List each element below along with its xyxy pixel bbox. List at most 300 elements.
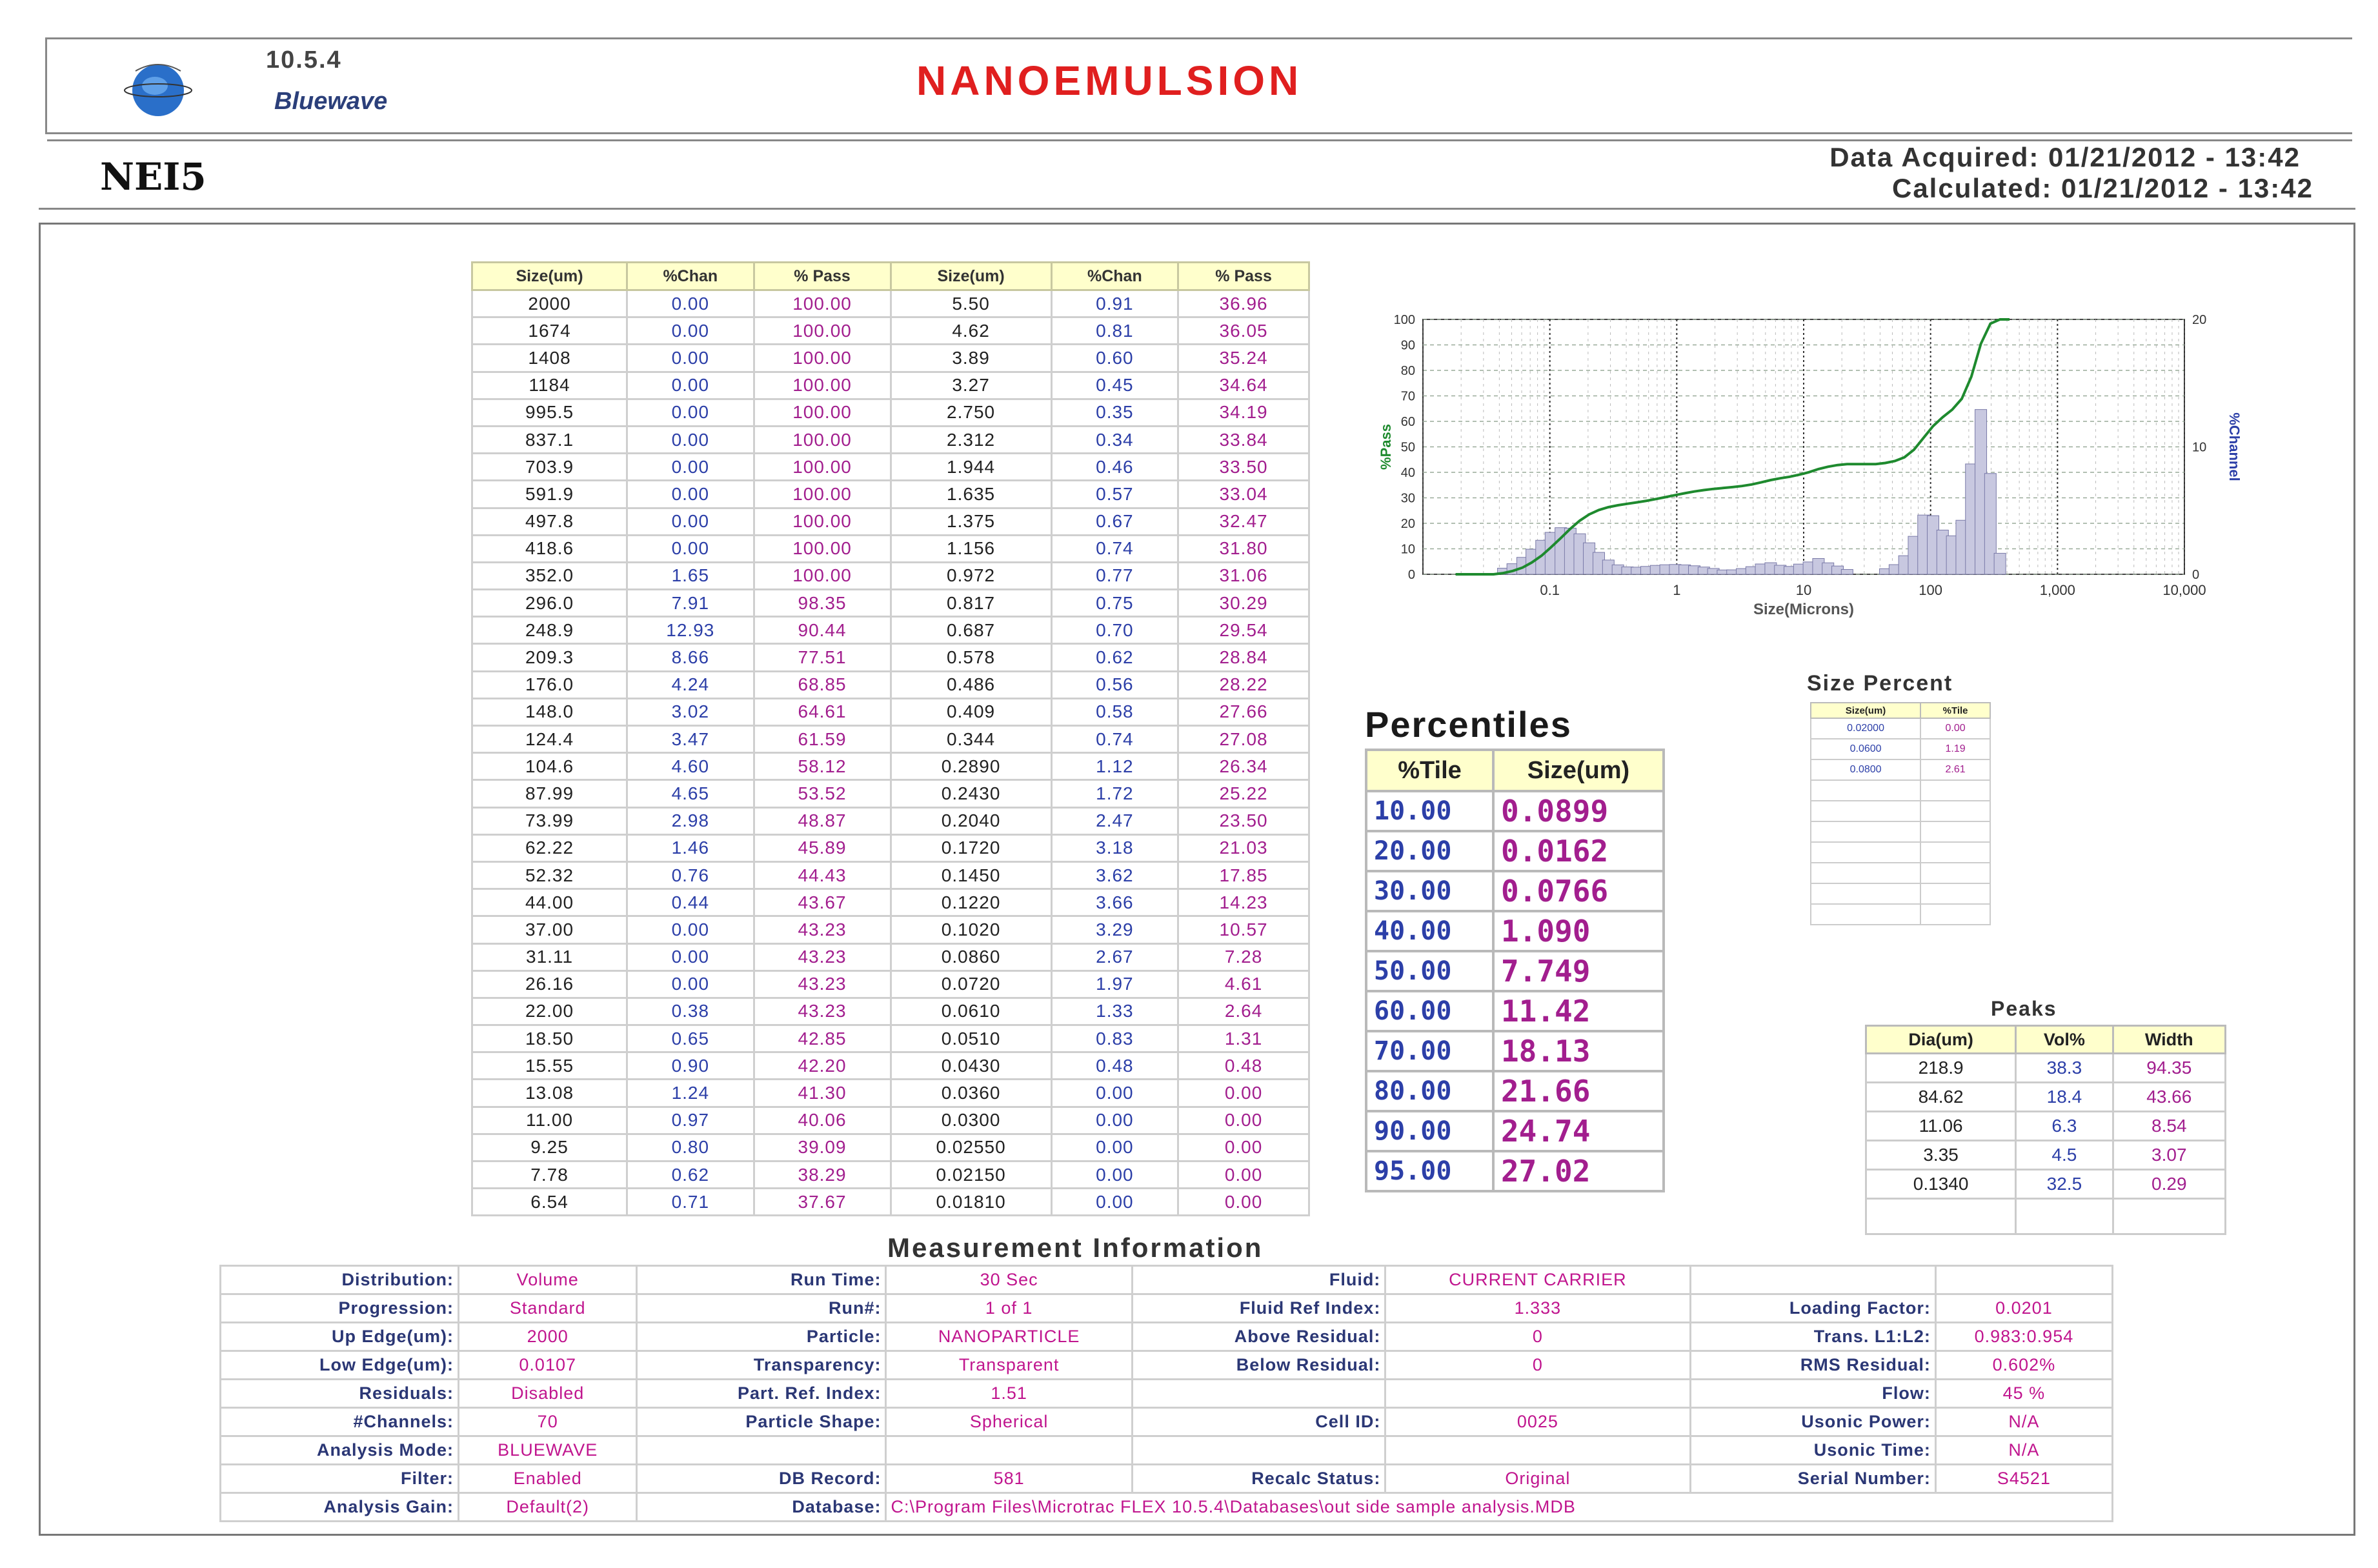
peak-cell-empty (2016, 1199, 2113, 1234)
size-percent-tile (1920, 821, 1990, 842)
size-table-cell: 5.50 (891, 290, 1051, 317)
size-table-cell: 0.00 (1178, 1080, 1309, 1107)
size-table-header-cell: %Chan (1051, 263, 1178, 290)
measurement-value: 0 (1385, 1323, 1690, 1351)
table-row (472, 345, 1309, 372)
measurement-label: Up Edge(um): (221, 1323, 459, 1351)
size-table-cell: 28.22 (1178, 671, 1309, 698)
percentile-row (1366, 1151, 1664, 1191)
measurement-value: N/A (1935, 1436, 2112, 1465)
measurement-label: Filter: (221, 1465, 459, 1493)
size-table-cell: 1.12 (1051, 753, 1178, 780)
peak-cell-empty (1866, 1199, 2016, 1234)
measurement-label: Loading Factor: (1690, 1294, 1935, 1323)
size-table-cell: 703.9 (472, 454, 627, 481)
size-table-cell: 43.23 (754, 943, 891, 970)
table-row (472, 671, 1309, 698)
table-row (472, 481, 1309, 508)
percentile-row (1366, 991, 1664, 1031)
size-table-cell: 4.24 (627, 671, 754, 698)
measurement-value: 0.602% (1935, 1351, 2112, 1380)
size-table-cell: 32.47 (1178, 508, 1309, 535)
percentile-tile: 50.00 (1366, 951, 1493, 991)
y-tick-label: 10 (1400, 542, 1415, 557)
size-table-cell: 0.01810 (891, 1189, 1051, 1216)
size-table-cell: 1.375 (891, 508, 1051, 535)
database-label: Database: (637, 1493, 886, 1522)
x-tick-label: 1 (1673, 582, 1681, 598)
size-table-cell: 4.60 (627, 753, 754, 780)
size-percent-table (1810, 702, 1991, 925)
peak-cell: 8.54 (2113, 1112, 2225, 1141)
size-table-cell: 44.43 (754, 861, 891, 889)
table-row (472, 399, 1309, 426)
size-table-cell: 37.00 (472, 916, 627, 943)
measurement-value: N/A (1935, 1408, 2112, 1436)
measurement-label: Usonic Time: (1690, 1436, 1935, 1465)
y-tick-label: 40 (1400, 466, 1415, 480)
measurement-value: 45 % (1935, 1380, 2112, 1408)
size-table-cell: 68.85 (754, 671, 891, 698)
size-table-cell: 0.48 (1178, 1052, 1309, 1080)
size-table-cell: 0.00 (1051, 1161, 1178, 1189)
size-table-cell: 0.56 (1051, 671, 1178, 698)
percentile-tile: 90.00 (1366, 1111, 1493, 1151)
size-table-cell: 0.97 (627, 1107, 754, 1134)
size-table-cell: 1.33 (1051, 998, 1178, 1025)
size-table-cell: 100.00 (754, 562, 891, 589)
globe-logo-icon (123, 55, 194, 126)
size-table-cell: 26.16 (472, 970, 627, 998)
database-path: C:\Program Files\Microtrac FLEX 10.5.4\Databases\out side sample analysis.MDB (886, 1493, 2113, 1522)
size-table-cell: 61.59 (754, 726, 891, 753)
measurement-label: DB Record: (637, 1465, 886, 1493)
size-table-cell: 0.75 (1051, 590, 1178, 617)
measurement-row (221, 1380, 2113, 1408)
size-table-cell: 22.00 (472, 998, 627, 1025)
size-table-cell: 90.44 (754, 617, 891, 644)
table-row (472, 426, 1309, 453)
y2-tick-label: 10 (2192, 440, 2207, 455)
percentiles-table (1365, 749, 1665, 1192)
size-table-cell: 43.23 (754, 916, 891, 943)
size-table-cell: 43.67 (754, 889, 891, 916)
size-table-cell: 25.22 (1178, 780, 1309, 807)
table-row (472, 1189, 1309, 1216)
size-table-cell: 0.00 (627, 454, 754, 481)
size-percent-tile (1920, 801, 1990, 821)
size-percent-size (1811, 780, 1920, 801)
size-table-header-cell: % Pass (754, 263, 891, 290)
size-table-cell: 0.687 (891, 617, 1051, 644)
size-table-header-cell: %Chan (627, 263, 754, 290)
table-row (472, 317, 1309, 345)
percentile-tile: 70.00 (1366, 1031, 1493, 1071)
y-tick-label: 80 (1400, 364, 1415, 378)
measurement-value: Enabled (459, 1465, 637, 1493)
percentiles-header-tile: %Tile (1366, 750, 1493, 791)
measurement-label: RMS Residual: (1690, 1351, 1935, 1380)
x-tick-label: 100 (1919, 582, 1943, 598)
size-percent-tile: 0.00 (1920, 718, 1990, 739)
size-table-cell: 31.80 (1178, 535, 1309, 562)
size-table-cell: 0.00 (627, 508, 754, 535)
table-row (472, 889, 1309, 916)
size-table-cell: 0.00 (1178, 1161, 1309, 1189)
size-table-cell: 73.99 (472, 807, 627, 834)
measurement-value: Standard (459, 1294, 637, 1323)
size-table-cell: 124.4 (472, 726, 627, 753)
size-table-cell: 0.1020 (891, 916, 1051, 943)
size-table-cell: 42.20 (754, 1052, 891, 1080)
size-table-cell: 837.1 (472, 426, 627, 453)
size-table-cell: 15.55 (472, 1052, 627, 1080)
size-table-cell: 0.00 (627, 481, 754, 508)
size-table-cell: 100.00 (754, 535, 891, 562)
size-table-cell: 7.78 (472, 1161, 627, 1189)
size-table-cell: 52.32 (472, 861, 627, 889)
size-table-cell: 37.67 (754, 1189, 891, 1216)
measurement-label: Recalc Status: (1132, 1465, 1385, 1493)
measurement-row (221, 1493, 2113, 1522)
size-table-cell: 17.85 (1178, 861, 1309, 889)
size-table-cell: 0.0510 (891, 1025, 1051, 1052)
size-table-cell: 0.02150 (891, 1161, 1051, 1189)
size-percent-row (1811, 801, 1990, 821)
measurement-row (221, 1323, 2113, 1351)
measurement-label: Above Residual: (1132, 1323, 1385, 1351)
size-table-cell: 995.5 (472, 399, 627, 426)
size-table-cell: 0.83 (1051, 1025, 1178, 1052)
table-row (472, 508, 1309, 535)
percentile-tile: 10.00 (1366, 791, 1493, 831)
size-table-cell: 30.29 (1178, 590, 1309, 617)
analysis-gain-value: Default(2) (459, 1493, 637, 1522)
size-table-cell: 0.38 (627, 998, 754, 1025)
peak-row (1866, 1054, 2226, 1083)
size-table-cell: 10.57 (1178, 916, 1309, 943)
size-table-cell: 3.18 (1051, 834, 1178, 861)
measurement-label: Transparency: (637, 1351, 886, 1380)
size-table-cell: 43.23 (754, 970, 891, 998)
size-table-cell: 27.66 (1178, 698, 1309, 725)
peak-cell: 94.35 (2113, 1054, 2225, 1083)
peak-row (1866, 1112, 2226, 1141)
peak-cell: 6.3 (2016, 1112, 2113, 1141)
size-table-cell: 0.00 (627, 943, 754, 970)
size-table-cell: 42.85 (754, 1025, 891, 1052)
size-table-cell: 3.89 (891, 345, 1051, 372)
table-row (472, 1161, 1309, 1189)
size-percent-row (1811, 780, 1990, 801)
size-table-cell: 0.00 (627, 290, 754, 317)
size-table-cell: 0.62 (627, 1161, 754, 1189)
measurement-value: 0.983:0.954 (1935, 1323, 2112, 1351)
measurement-label: Usonic Power: (1690, 1408, 1935, 1436)
channel-bar (1841, 569, 1853, 574)
size-table-cell: 0.46 (1051, 454, 1178, 481)
size-percent-row (1811, 842, 1990, 863)
measurement-value: 581 (886, 1465, 1132, 1493)
peak-cell: 38.3 (2016, 1054, 2113, 1083)
size-table-cell: 44.00 (472, 889, 627, 916)
size-table-cell: 176.0 (472, 671, 627, 698)
size-table-cell: 148.0 (472, 698, 627, 725)
percentile-tile: 20.00 (1366, 831, 1493, 871)
peaks-table (1865, 1025, 2226, 1235)
software-version: 10.5.4 (266, 46, 342, 74)
percentile-size: 11.42 (1493, 991, 1664, 1031)
y-axis-label: %Pass (1378, 424, 1394, 470)
size-table-cell: 0.2430 (891, 780, 1051, 807)
size-table-cell: 58.12 (754, 753, 891, 780)
size-percent-header-tile: %Tile (1920, 703, 1990, 718)
measurement-label (1132, 1380, 1385, 1408)
measurement-label: Particle Shape: (637, 1408, 886, 1436)
y-tick-label: 70 (1400, 389, 1415, 404)
data-acquired: Data Acquired: 01/21/2012 - 13:42 (1829, 142, 2301, 172)
measurement-info-title: Measurement Information (887, 1232, 1264, 1263)
size-table-cell: 352.0 (472, 562, 627, 589)
measurement-value (1935, 1266, 2112, 1294)
size-table-cell: 0.44 (627, 889, 754, 916)
size-table-cell: 43.23 (754, 998, 891, 1025)
size-table-cell: 53.52 (754, 780, 891, 807)
y-tick-label: 50 (1400, 440, 1415, 455)
peak-cell: 84.62 (1866, 1083, 2016, 1112)
sample-id: NEI5 (100, 155, 207, 199)
percentile-row (1366, 1111, 1664, 1151)
size-table-cell: 100.00 (754, 481, 891, 508)
size-percent-row (1811, 863, 1990, 883)
size-table-cell: 0.2040 (891, 807, 1051, 834)
size-table-cell: 45.89 (754, 834, 891, 861)
measurement-value (1385, 1380, 1690, 1408)
peak-row-empty (1866, 1199, 2226, 1234)
channel-bar (1994, 553, 2006, 574)
peak-cell: 32.5 (2016, 1170, 2113, 1199)
percentile-row (1366, 1031, 1664, 1071)
size-table-cell: 100.00 (754, 508, 891, 535)
table-row (472, 454, 1309, 481)
percentile-size: 0.0162 (1493, 831, 1664, 871)
size-table-cell: 418.6 (472, 535, 627, 562)
measurement-label: Run Time: (637, 1266, 886, 1294)
size-table-cell: 98.35 (754, 590, 891, 617)
measurement-value: 0 (1385, 1351, 1690, 1380)
size-table-cell: 33.04 (1178, 481, 1309, 508)
size-table-cell: 64.61 (754, 698, 891, 725)
size-table-cell: 0.91 (1051, 290, 1178, 317)
size-percent-tile: 2.61 (1920, 759, 1990, 780)
size-table-cell: 34.19 (1178, 399, 1309, 426)
table-row (472, 290, 1309, 317)
measurement-label: Progression: (221, 1294, 459, 1323)
size-table-cell: 3.02 (627, 698, 754, 725)
distribution-chart (1368, 303, 2317, 639)
table-row (472, 861, 1309, 889)
percentile-size: 1.090 (1493, 911, 1664, 951)
size-table-cell: 0.00 (627, 345, 754, 372)
measurement-row (221, 1351, 2113, 1380)
size-table-cell: 7.91 (627, 590, 754, 617)
measurement-value: Original (1385, 1465, 1690, 1493)
size-table-cell: 2.750 (891, 399, 1051, 426)
size-table-cell: 0.67 (1051, 508, 1178, 535)
size-table-cell: 497.8 (472, 508, 627, 535)
size-table-cell: 100.00 (754, 454, 891, 481)
size-table-cell: 2.98 (627, 807, 754, 834)
measurement-value: 1.333 (1385, 1294, 1690, 1323)
size-table-cell: 26.34 (1178, 753, 1309, 780)
size-table-body (472, 290, 1309, 1216)
size-table-cell: 1.65 (627, 562, 754, 589)
size-percent-size: 0.0600 (1811, 739, 1920, 759)
size-table-cell: 31.06 (1178, 562, 1309, 589)
size-table-cell: 1408 (472, 345, 627, 372)
table-row (472, 943, 1309, 970)
size-table-cell: 1674 (472, 317, 627, 345)
size-table-cell: 14.23 (1178, 889, 1309, 916)
y2-tick-label: 0 (2192, 568, 2200, 582)
size-table-cell: 0.90 (627, 1052, 754, 1080)
y-tick-label: 30 (1400, 491, 1415, 506)
percentile-size: 0.0766 (1493, 871, 1664, 911)
y2-tick-label: 20 (2192, 313, 2207, 327)
brand-name: Bluewave (274, 88, 388, 115)
size-table-cell: 0.34 (1051, 426, 1178, 453)
size-table-cell: 0.1720 (891, 834, 1051, 861)
measurement-value: 30 Sec (886, 1266, 1132, 1294)
size-table-cell: 0.0860 (891, 943, 1051, 970)
size-table-cell: 8.66 (627, 644, 754, 671)
percentile-row (1366, 871, 1664, 911)
measurement-label: Part. Ref. Index: (637, 1380, 886, 1408)
measurement-value: Spherical (886, 1408, 1132, 1436)
size-table-cell: 12.93 (627, 617, 754, 644)
size-percent-tile (1920, 883, 1990, 904)
size-table-cell: 2.312 (891, 426, 1051, 453)
size-table-cell: 3.47 (627, 726, 754, 753)
measurement-value: Disabled (459, 1380, 637, 1408)
measurement-value: S4521 (1935, 1465, 2112, 1493)
table-row (472, 590, 1309, 617)
measurement-row (221, 1266, 2113, 1294)
size-table-cell: 0.00 (627, 535, 754, 562)
percentile-size: 24.74 (1493, 1111, 1664, 1151)
size-table-cell: 591.9 (472, 481, 627, 508)
peak-cell: 43.66 (2113, 1083, 2225, 1112)
size-table-cell: 3.62 (1051, 861, 1178, 889)
size-table-cell: 0.00 (627, 916, 754, 943)
measurement-label: Analysis Mode: (221, 1436, 459, 1465)
peak-row (1866, 1170, 2226, 1199)
size-table-cell: 296.0 (472, 590, 627, 617)
size-table-cell: 0.00 (627, 399, 754, 426)
size-table-cell: 0.00 (1051, 1134, 1178, 1161)
size-percent-size (1811, 801, 1920, 821)
size-percent-tile (1920, 842, 1990, 863)
size-percent-size: 0.0800 (1811, 759, 1920, 780)
table-row (472, 698, 1309, 725)
size-percent-header-size: Size(um) (1811, 703, 1920, 718)
size-table-cell: 100.00 (754, 372, 891, 399)
size-table-cell: 248.9 (472, 617, 627, 644)
percentile-row (1366, 831, 1664, 871)
peak-cell: 11.06 (1866, 1112, 2016, 1141)
measurement-info-table (219, 1265, 2113, 1522)
size-table-cell: 2.64 (1178, 998, 1309, 1025)
measurement-label (1690, 1266, 1935, 1294)
size-percent-tile (1920, 863, 1990, 883)
measurement-label: Residuals: (221, 1380, 459, 1408)
size-table-cell: 0.02550 (891, 1134, 1051, 1161)
size-table-cell: 6.54 (472, 1189, 627, 1216)
measurement-label (637, 1436, 886, 1465)
size-table-cell: 0.2890 (891, 753, 1051, 780)
size-table-cell: 100.00 (754, 399, 891, 426)
measurement-label: Fluid Ref Index: (1132, 1294, 1385, 1323)
size-table-cell: 18.50 (472, 1025, 627, 1052)
y-tick-label: 0 (1407, 568, 1415, 582)
size-table-cell: 0.00 (1178, 1134, 1309, 1161)
size-table-cell: 33.84 (1178, 426, 1309, 453)
table-row (472, 644, 1309, 671)
size-table-cell: 1.72 (1051, 780, 1178, 807)
size-table-cell: 39.09 (754, 1134, 891, 1161)
table-row (472, 562, 1309, 589)
measurement-value: 0025 (1385, 1408, 1690, 1436)
table-row (472, 998, 1309, 1025)
peak-cell: 3.07 (2113, 1141, 2225, 1170)
size-table-cell: 0.00 (1178, 1189, 1309, 1216)
size-table-cell: 9.25 (472, 1134, 627, 1161)
measurement-value: CURRENT CARRIER (1385, 1266, 1690, 1294)
table-row (472, 1080, 1309, 1107)
size-table-cell: 62.22 (472, 834, 627, 861)
peaks-title: Peaks (1991, 997, 2057, 1020)
measurement-label: Cell ID: (1132, 1408, 1385, 1436)
size-table-cell: 100.00 (754, 290, 891, 317)
measurement-label: Distribution: (221, 1266, 459, 1294)
table-row (472, 753, 1309, 780)
size-table-cell: 0.81 (1051, 317, 1178, 345)
size-table-cell: 0.80 (627, 1134, 754, 1161)
size-table-cell: 104.6 (472, 753, 627, 780)
header-divider (39, 208, 2355, 210)
y-tick-label: 100 (1393, 313, 1415, 327)
size-table-header-cell: Size(um) (891, 263, 1051, 290)
peak-cell: 3.35 (1866, 1141, 2016, 1170)
measurement-value: BLUEWAVE (459, 1436, 637, 1465)
size-table-cell: 4.62 (891, 317, 1051, 345)
measurement-value (886, 1436, 1132, 1465)
size-table-cell: 0.00 (1051, 1107, 1178, 1134)
size-table-cell: 0.76 (627, 861, 754, 889)
measurement-label: Fluid: (1132, 1266, 1385, 1294)
size-table-cell: 0.77 (1051, 562, 1178, 589)
size-table-cell: 48.87 (754, 807, 891, 834)
size-table-cell: 0.486 (891, 671, 1051, 698)
size-table-cell: 23.50 (1178, 807, 1309, 834)
measurement-row (221, 1294, 2113, 1323)
peaks-header-width: Width (2113, 1026, 2225, 1054)
percentile-tile: 40.00 (1366, 911, 1493, 951)
measurement-value: 1 of 1 (886, 1294, 1132, 1323)
peaks-header-vol: Vol% (2016, 1026, 2113, 1054)
y-tick-label: 90 (1400, 338, 1415, 353)
size-percent-size (1811, 821, 1920, 842)
